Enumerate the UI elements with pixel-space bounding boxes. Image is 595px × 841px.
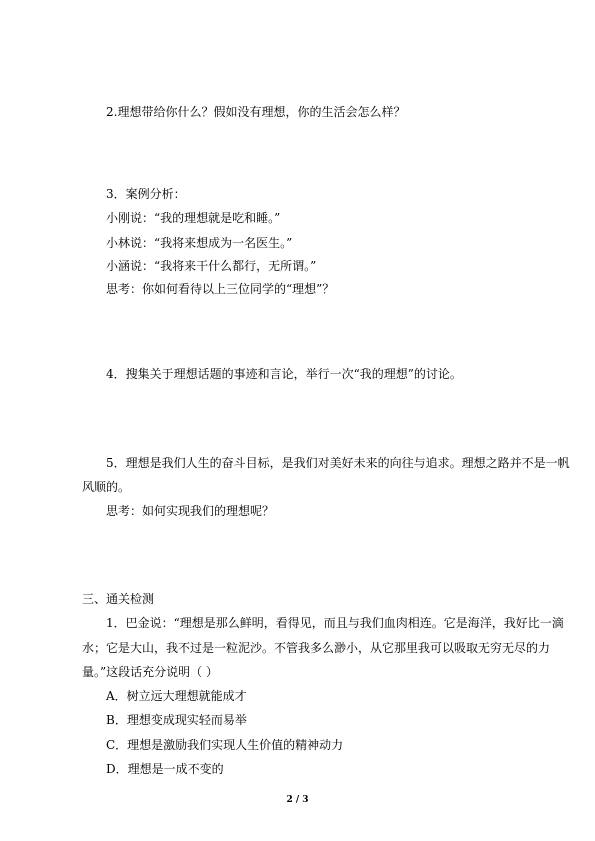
- question-2: 2.理想带给你什么？假如没有理想，你的生活会怎么样？: [106, 105, 406, 119]
- question-3-title: 3．案例分析：: [106, 187, 186, 201]
- question-3-line-1: 小刚说：“我的理想就是吃和睡。”: [106, 211, 281, 225]
- question-3-line-2: 小林说：“我将来想成为一名医生。”: [106, 236, 293, 250]
- question-5-line-2: 风顺的。: [82, 480, 131, 494]
- option-a: A．树立远大理想就能成才: [106, 689, 247, 703]
- option-b: B．理想变成现实轻而易举: [106, 713, 247, 727]
- question-3-think: 思考：你如何看待以上三位同学的“理想”？: [106, 282, 335, 296]
- question-3-line-3: 小涵说：“我将来干什么都行，无所谓。”: [106, 259, 317, 273]
- section-3-q1-line-3: 量。”这段话充分说明（ ）: [82, 665, 218, 679]
- question-4: 4．搜集关于理想话题的事迹和言论，举行一次“我的理想”的讨论。: [106, 367, 462, 381]
- question-5-think: 思考：如何实现我们的理想呢？: [106, 504, 275, 518]
- option-d: D．理想是一成不变的: [106, 762, 224, 776]
- section-3-q1-line-1: 1．巴金说：“理想是那么鲜明，看得见，而且与我们血肉相连。它是海洋，我好比一滴: [106, 616, 564, 630]
- question-5-line-1: 5．理想是我们人生的奋斗目标，是我们对美好未来的向往与追求。理想之路并不是一帆: [106, 456, 570, 470]
- section-3-q1-line-2: 水；它是大山，我不过是一粒泥沙。不管我多么渺小，从它那里我可以吸取无穷无尽的力: [82, 641, 551, 655]
- section-3-title: 三、通关检测: [82, 592, 155, 606]
- option-c: C．理想是激励我们实现人生价值的精神动力: [106, 738, 344, 752]
- page-number: 2 / 3: [286, 795, 309, 805]
